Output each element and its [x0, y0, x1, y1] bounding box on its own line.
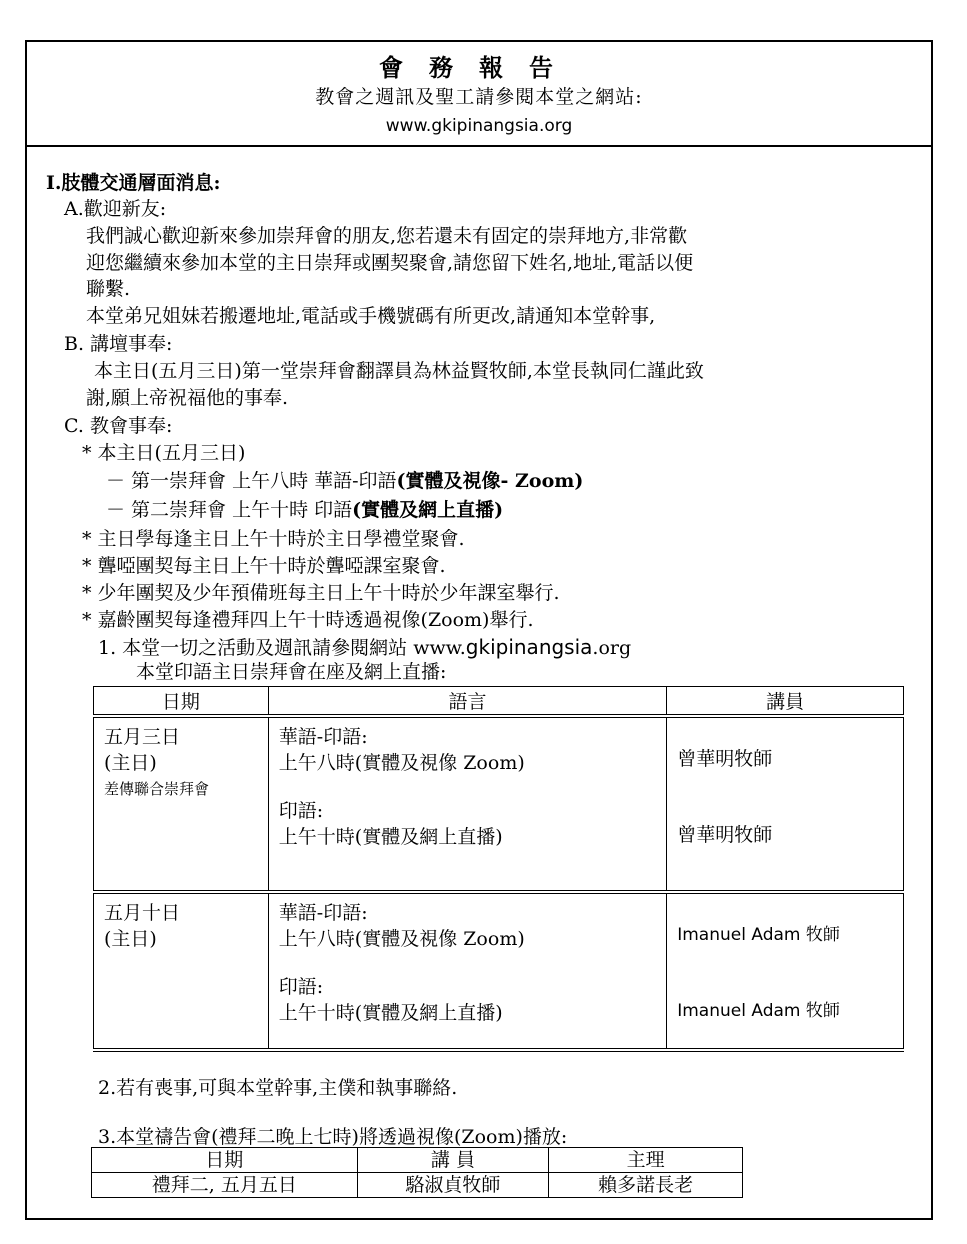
language-cell: [268, 892, 666, 1050]
youth-fellowship-item: * 少年團契及少年預備班每主日上午十時於少年課室舉行.: [82, 582, 560, 604]
note-1: [98, 634, 631, 661]
service-second: [106, 497, 503, 523]
sunday-school-item: * 主日學每逢主日上午十時於主日學禮堂聚會.: [82, 528, 465, 550]
section-heading: I.肢體交通層面消息:: [46, 172, 221, 194]
table-header-row: [94, 687, 904, 717]
day-text: (主日): [104, 928, 157, 950]
table-row: [92, 1173, 743, 1198]
deaf-fellowship-item: * 聾啞團契每主日上午十時於聾啞課室聚會.: [82, 555, 446, 577]
welcome-text-3: 聯繫.: [86, 278, 131, 300]
language-title: 華語-印語:: [278, 726, 368, 748]
pulpit-label: B. 講壇事奉:: [64, 333, 173, 355]
church-service-label: C. 教會事奉:: [64, 415, 173, 437]
column-header: 語言: [268, 687, 666, 717]
speaker-name: Imanuel Adam 牧師: [677, 925, 840, 945]
language-title: 印語:: [278, 976, 324, 998]
language-title: 印語:: [278, 800, 324, 822]
note-1-text: 1. 本堂一切之活動及週訊請參閱網站 www.: [98, 637, 466, 659]
column-header: 主理: [549, 1148, 743, 1173]
column-header: 日期: [94, 687, 269, 717]
header-divider: [27, 145, 931, 147]
table-cell: 駱淑貞牧師: [357, 1173, 549, 1198]
service-first-text: － 第一崇拜會 上午八時 華語-印語: [106, 470, 397, 492]
welcome-label: A.歡迎新友:: [64, 198, 167, 220]
service-first-mode: (實體及視像- Zoom): [396, 470, 584, 492]
service-second-text: － 第二崇拜會 上午十時 印語: [106, 499, 353, 521]
note-2: 2.若有喪事,可與本堂幹事,主僕和執事聯絡.: [98, 1077, 458, 1099]
service-second-mode: (實體及網上直播): [352, 499, 504, 521]
prayer-meeting-table: [91, 1147, 743, 1198]
column-header: 日期: [92, 1148, 358, 1173]
worship-schedule-table: [93, 686, 904, 1052]
website-link[interactable]: www.gkipinangsia.org: [385, 116, 573, 136]
speaker-name: 曾華明牧師: [677, 748, 773, 770]
date-text: 五月十日: [104, 902, 181, 924]
service-date: * 本主日(五月三日): [82, 442, 246, 464]
day-text: (主日): [104, 752, 157, 774]
date-cell: [94, 892, 269, 1050]
welcome-text-4: 本堂弟兄姐妹若搬遷地址,電話或手機號碼有所更改,請通知本堂幹事,: [86, 305, 656, 327]
speaker-name: Imanuel Adam 牧師: [677, 1001, 840, 1021]
note-1-site[interactable]: gkipinangsia: [465, 635, 593, 659]
column-header: 講 員: [357, 1148, 549, 1173]
note-1-subtext: 本堂印語主日崇拜會在座及網上直播:: [136, 661, 447, 683]
service-first: [106, 468, 583, 494]
event-note: 差傳聯合崇拜會: [104, 780, 210, 798]
table-row: [94, 892, 904, 1050]
welcome-text-2: 迎您繼續來參加本堂的主日崇拜或團契聚會,請您留下姓名,地址,電話以便: [86, 252, 694, 274]
language-cell: [268, 716, 666, 892]
language-time: 上午十時(實體及網上直播): [278, 826, 503, 848]
language-time: 上午十時(實體及網上直播): [278, 1002, 503, 1024]
welcome-text-1: 我們誠心歡迎新來參加崇拜會的朋友,您若還未有固定的崇拜地方,非常歡: [86, 225, 688, 247]
language-title: 華語-印語:: [278, 902, 368, 924]
pulpit-text-1: 本主日(五月三日)第一堂崇拜會翻譯員為林益賢牧師,本堂長執同仁謹此致: [94, 360, 704, 382]
speaker-name: 曾華明牧師: [677, 824, 773, 846]
note-1-domain: .org: [592, 637, 632, 659]
page-subtitle: 教會之週訊及聖工請參閱本堂之網站:: [315, 86, 643, 108]
language-time: 上午八時(實體及視像 Zoom): [278, 928, 525, 950]
table-row: [94, 716, 904, 892]
table-cell: 禮拜二, 五月五日: [92, 1173, 358, 1198]
elderly-fellowship-item: * 嘉齡團契每逢禮拜四上午十時透過視像(Zoom)舉行.: [82, 609, 534, 631]
pulpit-text-2: 謝,願上帝祝福他的事奉.: [86, 387, 289, 409]
table-header-row: [92, 1148, 743, 1173]
note-3: 3.本堂禱告會(禮拜二晚上七時)將透過視像(Zoom)播放:: [98, 1126, 568, 1148]
date-cell: [94, 716, 269, 892]
language-time: 上午八時(實體及視像 Zoom): [278, 752, 525, 774]
speaker-cell: [667, 716, 904, 892]
speaker-cell: [667, 892, 904, 1050]
column-header: 講員: [667, 687, 904, 717]
table-cell: 賴多諾長老: [549, 1173, 743, 1198]
page-title: 會務報告: [379, 53, 579, 82]
date-text: 五月三日: [104, 726, 181, 748]
